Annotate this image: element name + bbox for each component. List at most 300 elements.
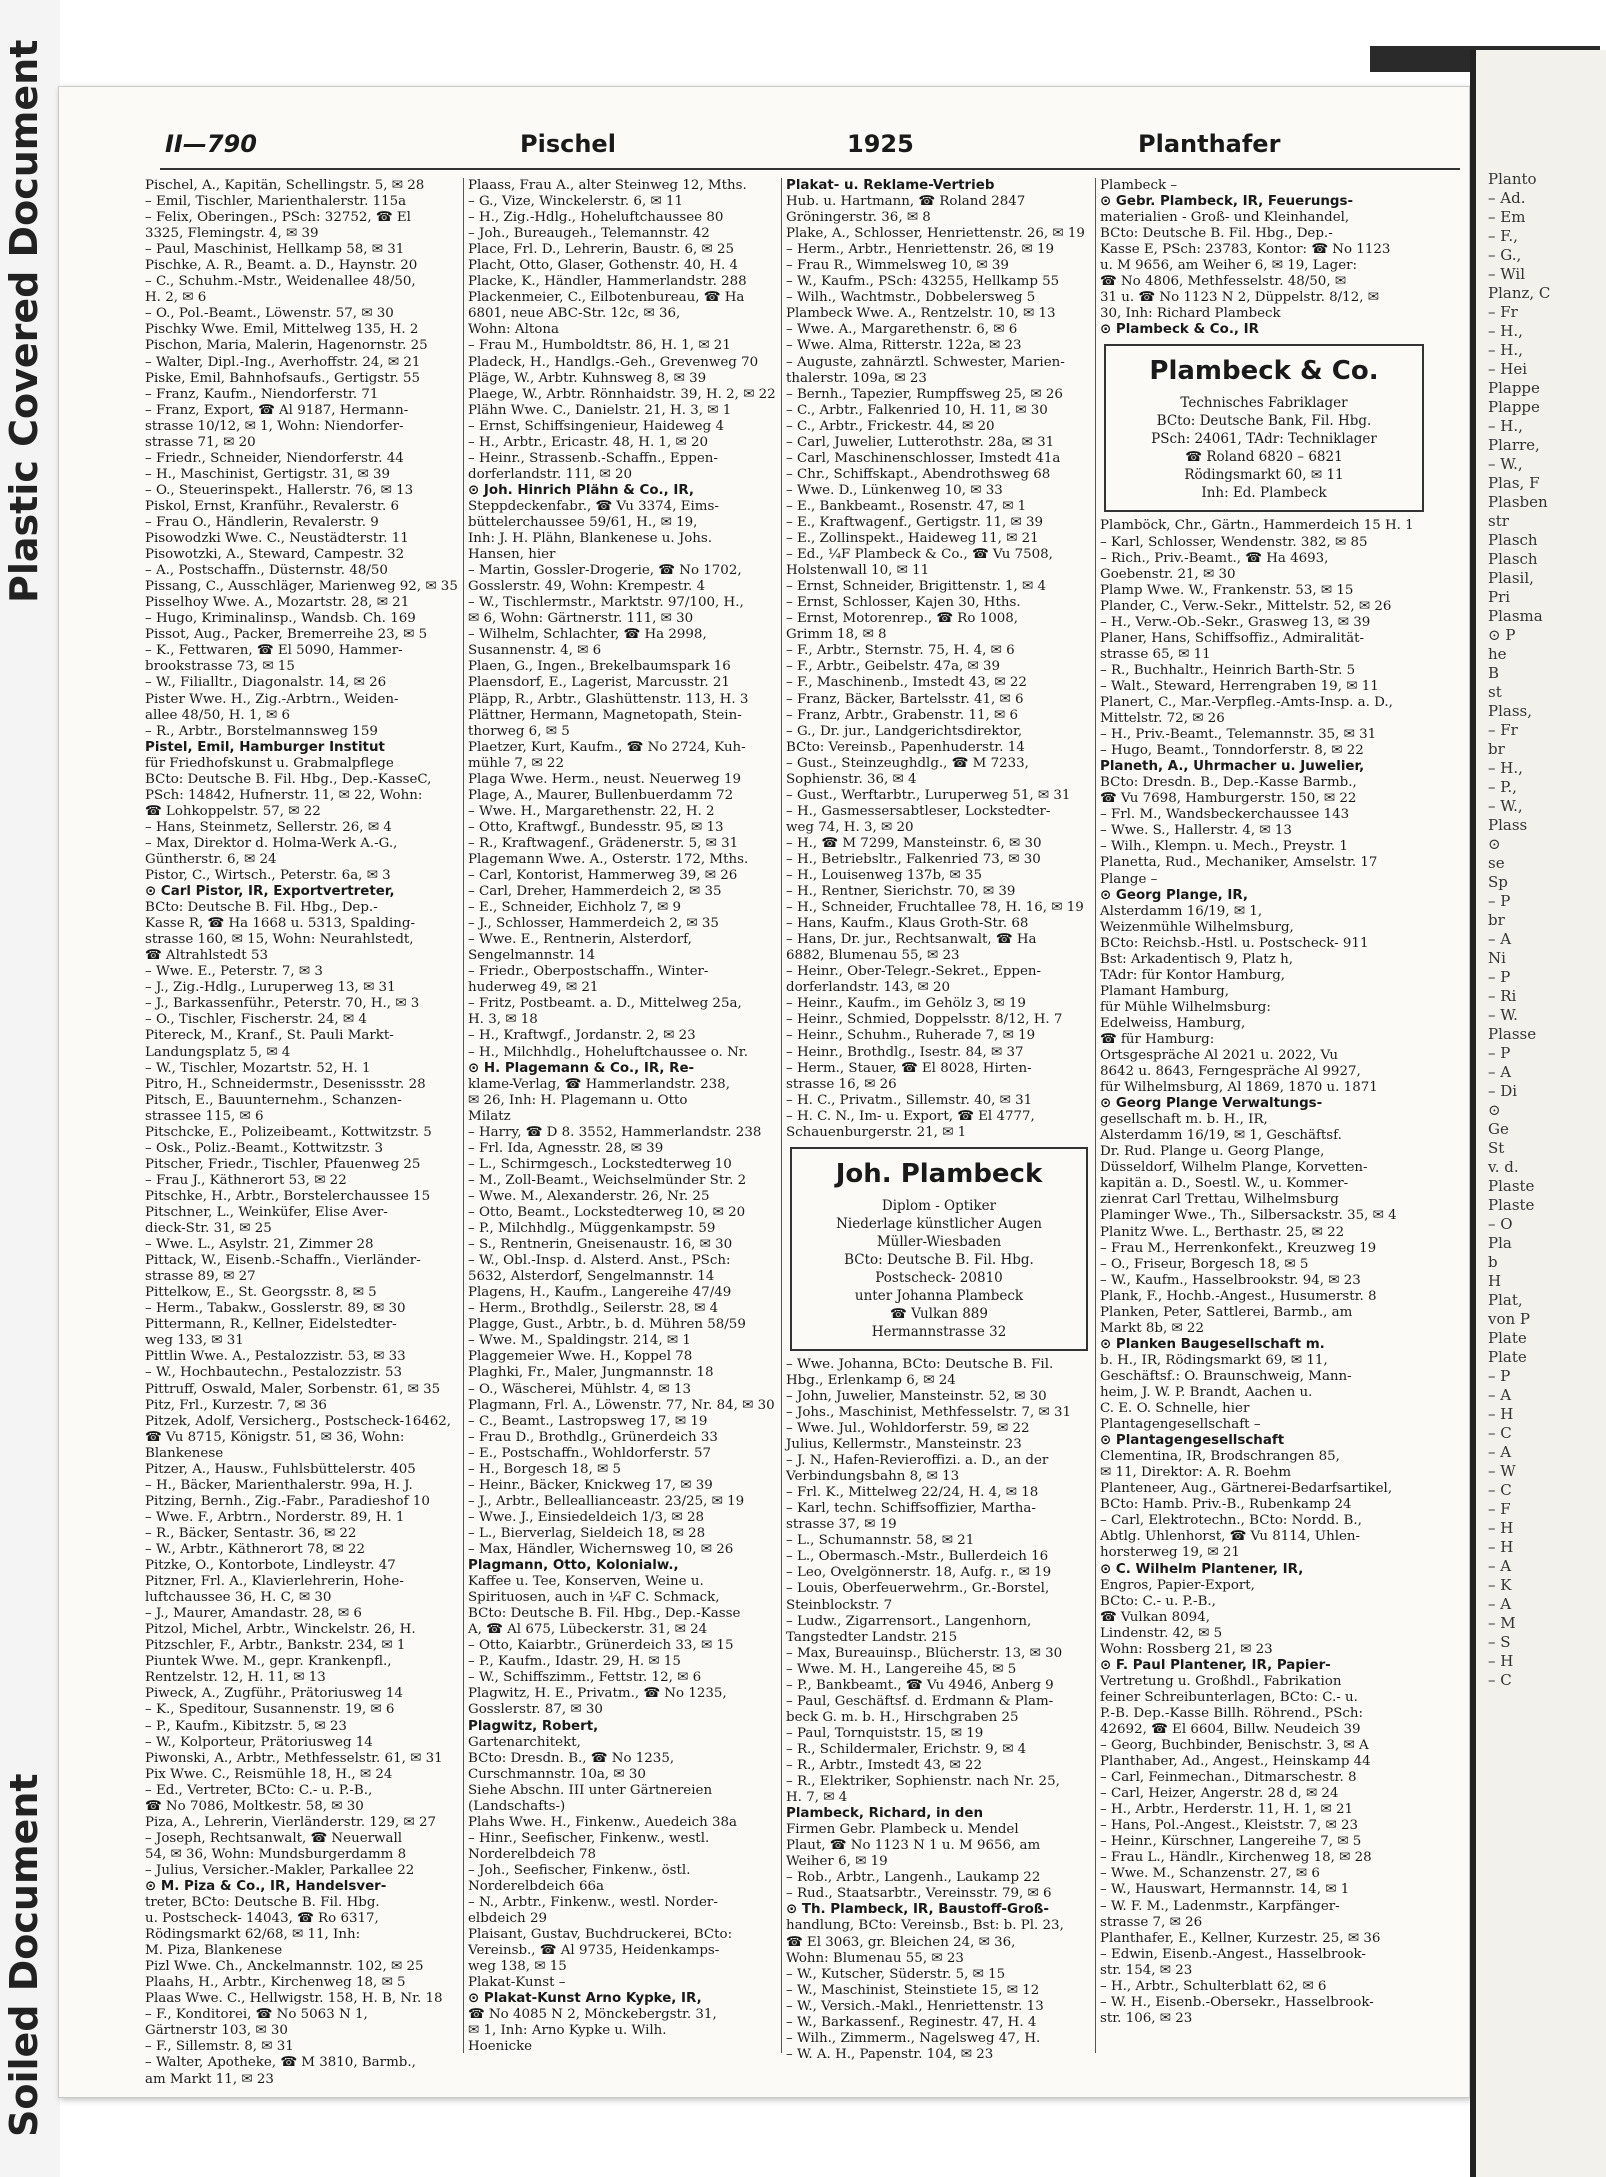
advert-line: Diplom - Optiker bbox=[881, 1197, 997, 1214]
directory-entry: dieck-Str. 31, ✉ 25 bbox=[145, 1221, 272, 1237]
directory-entry: Plander, C., Verw.-Sekr., Mittelstr. 52, ✉ 26 bbox=[1100, 598, 1392, 614]
directory-entry: ⊙ Plakat-Kunst Arno Kypke, IR, bbox=[468, 1991, 702, 2007]
directory-entry: Pischke, A. R., Beamt. a. D., Haynstr. 20 bbox=[145, 258, 418, 274]
directory-entry: büttelerchaussee 59/61, H., ✉ 19, bbox=[468, 514, 698, 530]
directory-entry: – Frau J., Käthnerort 53, ✉ 22 bbox=[145, 1172, 347, 1188]
column-divider-3 bbox=[1095, 178, 1096, 2053]
directory-entry: Abtlg. Uhlenhorst, ☎ Vu 8114, Uhlen- bbox=[1100, 1529, 1361, 1545]
directory-entry: – Joseph, Rechtsanwalt, ☎ Neuerwall bbox=[145, 1830, 403, 1846]
directory-entry: Piuntek Wwe. M., gepr. Krankenpfl., bbox=[145, 1654, 392, 1670]
directory-entry: – Carl, Kontorist, Hammerweg 39, ✉ 26 bbox=[468, 868, 738, 884]
directory-entry: – Walt., Steward, Herrengraben 19, ✉ 11 bbox=[1100, 678, 1379, 694]
directory-entry: – J., Maurer, Amandastr. 28, ✉ 6 bbox=[145, 1606, 362, 1622]
directory-entry: materialien - Groß- und Kleinhandel, bbox=[1100, 210, 1350, 226]
directory-entry: – Herm., Stauer, ☎ El 8028, Hirten- bbox=[786, 1060, 1032, 1076]
directory-entry: – W., Kaufm., Hasselbrookstr. 94, ✉ 23 bbox=[1100, 1272, 1361, 1288]
directory-entry: – Heinr., Kaufm., im Gehölz 3, ✉ 19 bbox=[786, 996, 1026, 1012]
directory-entry: – H. C., Privatm., Sillemstr. 40, ✉ 31 bbox=[786, 1092, 1033, 1108]
directory-entry: – H., Rentner, Sierichstr. 70, ✉ 39 bbox=[786, 884, 1016, 900]
advert-line: Niederlage künstlicher Augen bbox=[836, 1215, 1042, 1232]
directory-entry: – Paul, Tornquiststr. 15, ✉ 19 bbox=[786, 1725, 984, 1741]
joh-plambeck-title: Joh. Plambeck bbox=[835, 1158, 1043, 1189]
directory-entry: TAdr: für Kontor Hamburg, bbox=[1100, 967, 1286, 983]
directory-entry: Planken, Peter, Sattlerei, Barmb., am bbox=[1100, 1304, 1353, 1320]
directory-entry: – Auguste, zahnärztl. Schwester, Marien- bbox=[786, 354, 1065, 370]
directory-entry: C. E. O. Schnelle, hier bbox=[1100, 1401, 1250, 1417]
directory-entry: – W., Kolporteur, Prätoriusweg 14 bbox=[145, 1734, 373, 1750]
directory-entry: Pitzing, Bernh., Zig.-Fabr., Paradieshof 10 bbox=[145, 1493, 430, 1509]
directory-entry: ⊙ Gebr. Plambeck, IR, Feuerungs- bbox=[1100, 194, 1354, 210]
directory-entry: weg 74, H. 3, ✉ 20 bbox=[786, 819, 914, 835]
directory-entry: – L., Schirmgesch., Lockstedterweg 10 bbox=[468, 1156, 732, 1172]
directory-entry: kapitän a. D., Soestl. W., u. Kommer- bbox=[1100, 1176, 1349, 1192]
directory-entry: Markt 8b, ✉ 22 bbox=[1100, 1320, 1204, 1336]
directory-entry: – Chr., Schiffskapt., Abendrothsweg 68 bbox=[786, 466, 1051, 482]
directory-entry: – Rob., Arbtr., Langenh., Laukamp 22 bbox=[786, 1870, 1041, 1886]
directory-entry: Pischel, A., Kapitän, Schellingstr. 5, ✉ 28 bbox=[145, 178, 425, 193]
directory-entry: – Gust., Werftarbtr., Luruperweg 51, ✉ 31 bbox=[786, 787, 1071, 803]
directory-entry: – Wwe. J., Einsiedeldeich 1/3, ✉ 28 bbox=[468, 1509, 704, 1525]
directory-entry: Pitschner, L., Weinküfer, Elise Aver- bbox=[145, 1205, 388, 1220]
directory-entry: – J., Zig.-Hdlg., Luruperweg 13, ✉ 31 bbox=[145, 980, 396, 996]
directory-entry: Firmen Gebr. Plambeck u. Mendel bbox=[786, 1822, 1019, 1838]
directory-entry: – Ludw., Zigarrensort., Langenhorn, bbox=[786, 1613, 1032, 1629]
directory-entry: – Franz, Arbtr., Grabenstr. 11, ✉ 6 bbox=[786, 707, 1018, 723]
directory-entry: 6882, Blumenau 55, ✉ 23 bbox=[786, 948, 960, 964]
directory-entry: Pitschke, H., Arbtr., Borstelerchaussee 15 bbox=[145, 1188, 431, 1204]
directory-entry: BCto: Vereinsb., Papenhuderstr. 14 bbox=[786, 739, 1025, 755]
directory-entry: ⊙ Planken Baugesellschaft m. bbox=[1100, 1336, 1325, 1352]
directory-entry: ☎ No 4806, Methfesselstr. 48/50, ✉ bbox=[1100, 274, 1347, 290]
advert-line: Müller-Wiesbaden bbox=[876, 1233, 1002, 1250]
directory-entry: Pitzek, Adolf, Versicherg., Postscheck-16462, bbox=[145, 1413, 452, 1429]
right-running-head: Planthafer bbox=[1138, 130, 1281, 158]
directory-entry: für Mühle Wilhelmsburg: bbox=[1100, 999, 1271, 1015]
directory-entry: Plamp Wwe. W., Frankenstr. 53, ✉ 15 bbox=[1100, 582, 1354, 598]
directory-entry: – Franz, Bäcker, Bartelsstr. 41, ✉ 6 bbox=[786, 691, 1024, 707]
directory-entry: – Wilh., Zimmerm., Nagelsweg 47, H. bbox=[786, 2030, 1041, 2046]
directory-entry: ☎ No 4085 N 2, Mönckebergstr. 31, bbox=[468, 2007, 717, 2023]
directory-entry: ⊙ Plantagengesellschaft bbox=[1100, 1433, 1285, 1449]
directory-entry: – John, Juwelier, Mansteinstr. 52, ✉ 30 bbox=[786, 1388, 1047, 1404]
year-heading: 1925 bbox=[847, 130, 914, 158]
directory-entry: – Hinr., Seefischer, Finkenw., westl. bbox=[468, 1830, 710, 1846]
directory-entry: – Max, Händler, Wichernsweg 10, ✉ 26 bbox=[468, 1541, 734, 1557]
directory-entry: ✉ 1, Inh: Arno Kypke u. Wilh. bbox=[468, 2023, 667, 2039]
directory-entry: – W., Filialltr., Diagonalstr. 14, ✉ 26 bbox=[145, 675, 387, 691]
directory-entry: BCto: Dresdn. B., ☎ No 1235, bbox=[468, 1750, 675, 1766]
directory-entry: Gosslerstr. 87, ✉ 30 bbox=[468, 1702, 603, 1718]
directory-entry: – H., Arbtr., Ericastr. 48, H. 1, ✉ 20 bbox=[468, 434, 709, 450]
directory-entry: Pittelkow, E., St. Georgsstr. 8, ✉ 5 bbox=[145, 1285, 377, 1301]
directory-entry: Schauenburgerstr. 21, ✉ 1 bbox=[786, 1124, 967, 1140]
directory-entry: – Georg, Buchbinder, Benischstr. 3, ✉ A bbox=[1100, 1738, 1369, 1754]
directory-entry: Pistor, C., Wirtsch., Peterstr. 6a, ✉ 3 bbox=[145, 868, 391, 884]
directory-entry: – P., Bankbeamt., ☎ Vu 4946, Anberg 9 bbox=[786, 1677, 1054, 1693]
directory-entry: 30, Inh: Richard Plambeck bbox=[1100, 306, 1281, 322]
directory-entry: H. 7, ✉ 4 bbox=[786, 1790, 848, 1806]
directory-entry: Pix Wwe. C., Reismühle 18, H., ✉ 24 bbox=[145, 1766, 393, 1782]
directory-entry: – E., Bankbeamt., Rosenstr. 47, ✉ 1 bbox=[786, 498, 1027, 514]
directory-entry: strasse 89, ✉ 27 bbox=[145, 1269, 256, 1285]
directory-entry: – H. C. N., Im- u. Export, ☎ El 4777, bbox=[786, 1108, 1035, 1124]
directory-entry: – W., Tischler, Mozartstr. 52, H. 1 bbox=[145, 1060, 371, 1076]
directory-entry: – W. A. H., Papenstr. 104, ✉ 23 bbox=[786, 2046, 994, 2062]
directory-entry: P.-B. Dep.-Kasse Billh. Röhrend., PSch: bbox=[1100, 1705, 1364, 1721]
directory-entry: Pitereck, M., Kranf., St. Pauli Markt- bbox=[145, 1028, 394, 1044]
directory-entry: – W., Kaufm., PSch: 43255, Hellkamp 55 bbox=[786, 274, 1060, 290]
directory-entry: – J. N., Hafen-Revieroffizi. a. D., an der bbox=[786, 1453, 1049, 1469]
directory-entry: dorferlandstr. 143, ✉ 20 bbox=[786, 980, 951, 996]
directory-entry: Rentzelstr. 12, H. 11, ✉ 13 bbox=[145, 1670, 326, 1686]
directory-entry: – Harry, ☎ D 8. 3552, Hammerlandstr. 238 bbox=[468, 1124, 762, 1140]
directory-entry: – Herm., Tabakw., Gosslerstr. 89, ✉ 30 bbox=[145, 1301, 406, 1317]
spine-text-plastic: Plastic Covered Document bbox=[2, 40, 46, 604]
directory-entry: Plaga Wwe. Herm., neust. Neuerweg 19 bbox=[468, 771, 742, 787]
directory-entry: – Joh., Seefischer, Finkenw., östl. bbox=[468, 1862, 691, 1878]
directory-entry: Tangstedter Landstr. 215 bbox=[786, 1629, 958, 1645]
advert-line: ☎ Vulkan 889 bbox=[890, 1305, 988, 1322]
directory-entry: Plahs Wwe. H., Finkenw., Auedeich 38a bbox=[468, 1814, 738, 1830]
directory-entry: – R., Buchhaltr., Heinrich Barth-Str. 5 bbox=[1100, 662, 1356, 678]
directory-entry: Planer, Hans, Schiffsoffiz., Admiralität- bbox=[1100, 630, 1365, 646]
directory-entry: – Frau D., Brothdlg., Grünerdeich 33 bbox=[468, 1429, 718, 1445]
directory-entry: – H., Borgesch 18, ✉ 5 bbox=[468, 1461, 621, 1477]
advert-line: Inh: Ed. Plambeck bbox=[1201, 485, 1327, 502]
directory-entry: Plambeck Wwe. A., Rentzelstr. 10, ✉ 13 bbox=[786, 306, 1056, 322]
directory-entry: Pitzschler, F., Arbtr., Bankstr. 234, ✉ 1 bbox=[145, 1638, 406, 1654]
directory-entry: – Fritz, Postbeamt. a. D., Mittelweg 25a, bbox=[468, 996, 742, 1012]
directory-entry: – F., Sillemstr. 8, ✉ 31 bbox=[145, 2039, 294, 2055]
directory-entry: b. H., IR, Rödingsmarkt 69, ✉ 11, bbox=[1100, 1352, 1328, 1368]
directory-entry: Pladeck, H., Handlgs.-Geh., Grevenweg 70 bbox=[468, 354, 759, 370]
spine-text-soiled: Soiled Document bbox=[2, 1773, 46, 2137]
directory-entry: – C., Schuhm.-Mstr., Weidenallee 48/50, bbox=[145, 274, 416, 290]
directory-entry: – Karl, techn. Schiffsoffizier, Martha- bbox=[786, 1501, 1036, 1517]
directory-entry: – E., Schneider, Eichholz 7, ✉ 9 bbox=[468, 900, 682, 916]
directory-entry: – Martin, Gossler-Drogerie, ☎ No 1702, bbox=[468, 563, 742, 579]
directory-entry: strasse 65, ✉ 11 bbox=[1100, 646, 1211, 662]
directory-entry: BCto: Hamb. Priv.-B., Rubenkamp 24 bbox=[1100, 1497, 1352, 1513]
directory-entry: – E., Zollinspekt., Haideweg 11, ✉ 21 bbox=[786, 531, 1039, 547]
directory-entry: Plage, A., Maurer, Bullenbuerdamm 72 bbox=[468, 787, 734, 803]
directory-entry: – Frl. M., Wandsbeckerchaussee 143 bbox=[1100, 807, 1350, 823]
directory-entry: für Friedhofskunst u. Grabmalpflege bbox=[145, 755, 394, 771]
directory-entry: – Wwe. Johanna, BCto: Deutsche B. Fil. bbox=[786, 1356, 1054, 1372]
directory-entry: – Wwe. E., Peterstr. 7, ✉ 3 bbox=[145, 964, 323, 980]
directory-entry: – N., Arbtr., Finkenw., westl. Norder- bbox=[468, 1895, 718, 1911]
header-rule bbox=[160, 168, 1460, 170]
directory-entry: – Wwe. F., Arbtrn., Norderstr. 89, H. 1 bbox=[145, 1509, 405, 1525]
directory-entry: Planert, C., Mar.-Verpfleg.-Amts-Insp. a. D., bbox=[1100, 694, 1393, 710]
directory-entry: – Heinr., Schmied, Doppelsstr. 8/12, H. 7 bbox=[786, 1012, 1063, 1028]
directory-entry: für Wilhelmsburg, Al 1869, 1870 u. 1871 bbox=[1100, 1080, 1378, 1096]
directory-entry: ☎ Vulkan 8094, bbox=[1100, 1609, 1210, 1625]
directory-entry: beck G. m. b. H., Hirschgraben 25 bbox=[786, 1709, 1019, 1725]
directory-entry: – Heinr., Strassenb.-Schaffn., Eppen- bbox=[468, 450, 718, 466]
directory-entry: Plakat- u. Reklame-Vertrieb bbox=[786, 178, 995, 193]
directory-entry: Steppdeckenfabr., ☎ Vu 3374, Eims- bbox=[468, 498, 719, 514]
directory-entry: Hbg., Erlenkamp 6, ✉ 24 bbox=[786, 1372, 956, 1388]
directory-entry: – C., Beamt., Lastropsweg 17, ✉ 19 bbox=[468, 1413, 708, 1429]
directory-entry: – Osk., Poliz.-Beamt., Kottwitzstr. 3 bbox=[145, 1140, 384, 1156]
directory-entry: Placht, Otto, Glaser, Gothenstr. 40, H. 4 bbox=[468, 258, 739, 274]
directory-entry: – Julius, Versicher.-Makler, Parkallee 22 bbox=[145, 1862, 415, 1878]
directory-entry: u. Postscheck- 14043, ☎ Ro 6317, bbox=[145, 1911, 379, 1927]
directory-entry: Planthaber, Ad., Angest., Heinskamp 44 bbox=[1100, 1754, 1371, 1770]
directory-entry: Plamant Hamburg, bbox=[1100, 983, 1230, 999]
directory-entry: – W., Hauswart, Hermannstr. 14, ✉ 1 bbox=[1100, 1882, 1350, 1898]
directory-entry: – Bernh., Tapezier, Rumpffsweg 25, ✉ 26 bbox=[786, 386, 1063, 402]
directory-entry: zienrat Carl Trettau, Wilhelmsburg bbox=[1100, 1192, 1339, 1208]
directory-entry: Plaahs, H., Arbtr., Kirchenweg 18, ✉ 5 bbox=[145, 1975, 406, 1991]
directory-entry: – Otto, Kraftwgf., Bundesstr. 95, ✉ 13 bbox=[468, 819, 724, 835]
directory-entry: – Hans, Dr. jur., Rechtsanwalt, ☎ Ha bbox=[786, 932, 1037, 948]
directory-entry: – Wwe. M., Spaldingstr. 214, ✉ 1 bbox=[468, 1333, 691, 1349]
directory-entry: ☎ Lohkoppelstr. 57, ✉ 22 bbox=[145, 803, 321, 819]
directory-entry: – R., Arbtr., Imstedt 43, ✉ 22 bbox=[786, 1757, 982, 1773]
directory-entry: – Otto, Kaiarbtr., Grünerdeich 33, ✉ 15 bbox=[468, 1638, 734, 1654]
plambeck-co-title: Plambeck & Co. bbox=[1149, 356, 1379, 387]
column-3 bbox=[786, 178, 1092, 2062]
directory-entry: – Herm., Brothdlg., Seilerstr. 28, ✉ 4 bbox=[468, 1301, 719, 1317]
directory-entry: – H., Milchhdlg., Hoheluftchaussee o. Nr. bbox=[468, 1044, 748, 1060]
directory-entry: A, ☎ Al 675, Lübeckerstr. 31, ✉ 24 bbox=[468, 1622, 708, 1638]
directory-entry: – R., Elektriker, Sophienstr. nach Nr. 25, bbox=[786, 1774, 1060, 1790]
directory-entry: – Hugo, Kriminalinsp., Wandsb. Ch. 169 bbox=[145, 611, 416, 627]
directory-entry: Plackenmeier, C., Eilbotenbureau, ☎ Ha bbox=[468, 290, 745, 306]
directory-entry: weg 138, ✉ 15 bbox=[468, 1959, 567, 1975]
advert-line: Rödingsmarkt 60, ✉ 11 bbox=[1184, 467, 1344, 484]
directory-entry: – Wwe. E., Rentnerin, Alsterdorf, bbox=[468, 932, 692, 948]
directory-entry: – Emil, Tischler, Marienthalerstr. 115a bbox=[145, 194, 407, 210]
directory-entry: Pläge, W., Arbtr. Kuhnsweg 8, ✉ 39 bbox=[468, 370, 707, 386]
directory-entry: Plagemann Wwe. A., Osterstr. 172, Mths. bbox=[468, 851, 749, 867]
directory-entry: Hoenicke bbox=[468, 2039, 533, 2055]
directory-entry: Pitzner, Frl. A., Klavierlehrerin, Hohe- bbox=[145, 1574, 404, 1590]
directory-entry: heim, J. W. P. Brandt, Aachen u. bbox=[1100, 1385, 1313, 1400]
directory-entry: Rödingsmarkt 62/68, ✉ 11, Inh: bbox=[145, 1927, 361, 1943]
directory-entry: strasse 160, ✉ 15, Wohn: Neurahlstedt, bbox=[145, 932, 414, 948]
directory-entry: Planthafer, E., Kellner, Kurzestr. 25, ✉ 36 bbox=[1100, 1930, 1381, 1946]
directory-entry: – Joh., Bureaugeh., Telemannstr. 42 bbox=[468, 226, 710, 242]
directory-entry: Steinblockstr. 7 bbox=[786, 1597, 893, 1613]
directory-entry: – Frau M., Humboldtstr. 86, H. 1, ✉ 21 bbox=[468, 338, 731, 354]
directory-entry: Gosslerstr. 49, Wohn: Krempestr. 4 bbox=[468, 579, 706, 595]
directory-entry: – Carl, Maschinenschlosser, Imstedt 41a bbox=[786, 450, 1061, 466]
plambeck-co-advert bbox=[1104, 344, 1424, 512]
directory-entry: – P., Milchhdlg., Müggenkampstr. 59 bbox=[468, 1221, 716, 1237]
directory-entry: Norderelbdeich 78 bbox=[468, 1846, 597, 1862]
directory-entry: Bst: Arkadentisch 9, Platz h, bbox=[1100, 951, 1293, 967]
directory-entry: Plake, A., Schlosser, Henriettenstr. 26, ✉ 19 bbox=[786, 226, 1085, 242]
directory-entry: – Hans, Pol.-Angest., Kleiststr. 7, ✉ 23 bbox=[1100, 1818, 1359, 1834]
directory-entry: – Felix, Oberingen., PSch: 32752, ☎ El bbox=[145, 210, 411, 226]
directory-entry: – M., Zoll-Beamt., Weichselmünder Str. 2 bbox=[468, 1172, 747, 1188]
directory-entry: Pitz, Frl., Kurzestr. 7, ✉ 36 bbox=[145, 1397, 327, 1413]
directory-entry: ☎ El 3063, gr. Bleichen 24, ✉ 36, bbox=[786, 1934, 1016, 1950]
directory-entry: BCto: Deutsche B. Fil. Hbg., Dep.- bbox=[145, 900, 378, 916]
directory-entry: strasse 71, ✉ 20 bbox=[145, 434, 256, 450]
directory-entry: Plaminger Wwe., Th., Silbersackstr. 35, ✉ 4 bbox=[1100, 1208, 1397, 1224]
directory-entry: 54, ✉ 36, Wohn: Mundsburgerdamm 8 bbox=[145, 1846, 407, 1862]
directory-entry: – F., Maschinenb., Imstedt 43, ✉ 22 bbox=[786, 675, 1027, 691]
directory-entry: Plakat-Kunst – bbox=[468, 1975, 566, 1991]
directory-entry: – Friedr., Schneider, Niendorferstr. 44 bbox=[145, 450, 404, 466]
directory-entry: Siehe Abschn. III unter Gärtnereien bbox=[468, 1782, 713, 1798]
directory-entry: ✉ 6, Wohn: Gärtnerstr. 111, ✉ 30 bbox=[468, 611, 694, 627]
directory-entry: – Heinr., Ober-Telegr.-Sekret., Eppen- bbox=[786, 964, 1042, 980]
directory-entry: – P., Kaufm., Idastr. 29, H. ✉ 15 bbox=[468, 1654, 681, 1670]
directory-entry: H. 2, ✉ 6 bbox=[145, 290, 207, 306]
directory-entry: – W., Maschinist, Steinstiete 15, ✉ 12 bbox=[786, 1982, 1040, 1998]
directory-entry: Place, Frl. D., Lehrerin, Baustr. 6, ✉ 25 bbox=[468, 242, 735, 258]
directory-entry: – Wwe. M., Alexanderstr. 26, Nr. 25 bbox=[468, 1188, 710, 1204]
directory-entry: – Herm., Arbtr., Henriettenstr. 26, ✉ 19 bbox=[786, 242, 1055, 258]
directory-entry: Grimm 18, ✉ 8 bbox=[786, 627, 887, 643]
directory-entry: ⊙ Joh. Hinrich Plähn & Co., IR, bbox=[468, 482, 694, 498]
directory-entry: Pissot, Aug., Packer, Bremerreihe 23, ✉ 5 bbox=[145, 627, 428, 643]
directory-entry: ⊙ H. Plagemann & Co., IR, Re- bbox=[468, 1060, 695, 1076]
directory-entry: – Carl, Heizer, Angerstr. 28 d, ✉ 24 bbox=[1100, 1786, 1339, 1802]
book-spine bbox=[0, 0, 60, 2177]
directory-entry: Plaetzer, Kurt, Kaufm., ☎ No 2724, Kuh- bbox=[468, 739, 746, 755]
directory-entry: Norderelbdeich 66a bbox=[468, 1878, 605, 1894]
directory-entry: Wohn: Altona bbox=[468, 322, 559, 338]
plambeck-co-lines bbox=[1112, 394, 1416, 502]
directory-entry: – F., Arbtr., Sternstr. 75, H. 4, ✉ 6 bbox=[786, 643, 1015, 659]
directory-entry: Ortsgespräche Al 2021 u. 2022, Vu bbox=[1100, 1048, 1338, 1064]
directory-entry: mühle 7, ✉ 22 bbox=[468, 755, 564, 771]
directory-entry: Pischky Wwe. Emil, Mittelweg 135, H. 2 bbox=[145, 322, 419, 338]
directory-entry: – Hans, Kaufm., Klaus Groth-Str. 68 bbox=[786, 916, 1029, 932]
directory-entry: – F., Arbtr., Geibelstr. 47a, ✉ 39 bbox=[786, 659, 1001, 675]
directory-entry: – R., Arbtr., Borstelmannsweg 159 bbox=[145, 723, 378, 739]
directory-entry: Hub. u. Hartmann, ☎ Roland 2847 bbox=[786, 194, 1026, 210]
directory-entry: – Wwe. Jul., Wohldorferstr. 59, ✉ 22 bbox=[786, 1421, 1030, 1436]
directory-entry: dorferlandstr. 111, ✉ 20 bbox=[468, 466, 633, 482]
directory-entry: H. 3, ✉ 18 bbox=[468, 1012, 538, 1028]
directory-entry: – W., Tischlermstr., Marktstr. 97/100, H., bbox=[468, 595, 744, 611]
directory-entry: Plaisant, Gustav, Buchdruckerei, BCto: bbox=[468, 1927, 733, 1943]
directory-entry: – Max, Direktor d. Holma-Werk A.-G., bbox=[145, 835, 398, 851]
directory-entry: – W. H., Eisenb.-Obersekr., Hasselbrook- bbox=[1100, 1994, 1374, 2010]
directory-entry: Kasse R, ☎ Ha 1668 u. 5313, Spalding- bbox=[145, 916, 416, 932]
directory-entry: 5632, Alsterdorf, Sengelmannstr. 14 bbox=[468, 1269, 715, 1285]
joh-plambeck-advert bbox=[790, 1147, 1088, 1351]
directory-entry: – Ernst, Schlosser, Kajen 30, Hths. bbox=[786, 595, 1021, 611]
directory-entry: Planteneer, Aug., Gärtnerei-Bedarfsartikel, bbox=[1100, 1481, 1393, 1497]
directory-entry: Plaen, G., Ingen., Brekelbaumspark 16 bbox=[468, 659, 731, 675]
directory-entry: – Franz, Export, ☎ Al 9187, Hermann- bbox=[145, 402, 409, 418]
directory-entry: 42692, ☎ El 6604, Billw. Neudeich 39 bbox=[1100, 1721, 1361, 1737]
directory-entry: handlung, BCto: Vereinsb., Bst: b. Pl. 23, bbox=[786, 1918, 1064, 1934]
directory-entry: – W. F. M., Ladenmstr., Karpfänger- bbox=[1100, 1898, 1340, 1914]
directory-entry: – Ernst, Schiffsingenieur, Haideweg 4 bbox=[468, 418, 724, 434]
directory-entry: Plagmann, Frl. A., Löwenstr. 77, Nr. 84, ✉ 30 bbox=[468, 1397, 775, 1413]
directory-entry: – C., Arbtr., Falkenried 10, H. 11, ✉ 30 bbox=[786, 402, 1048, 418]
directory-entry: – Wwe. Alma, Ritterstr. 122a, ✉ 23 bbox=[786, 338, 1022, 354]
column-4 bbox=[1100, 178, 1428, 2058]
advert-line: PSch: 24061, TAdr: Techniklager bbox=[1151, 431, 1377, 448]
directory-entry: Pizl Wwe. Ch., Anckelmannstr. 102, ✉ 25 bbox=[145, 1959, 424, 1975]
directory-entry: ☎ Vu 7698, Hamburgerstr. 150, ✉ 22 bbox=[1100, 791, 1357, 807]
directory-entry: Kasse E, PSch: 23783, Kontor: ☎ No 1123 bbox=[1100, 242, 1391, 258]
directory-entry: – O., Pol.-Beamt., Löwenstr. 57, ✉ 30 bbox=[145, 306, 394, 322]
directory-entry: – Carl, Juwelier, Lutterothstr. 28a, ✉ 31 bbox=[786, 434, 1055, 450]
column-3-lower bbox=[786, 1357, 1092, 2063]
directory-entry: Blankenese bbox=[145, 1445, 224, 1461]
directory-entry: – Carl, Elektrotechn., BCto: Nordd. B., bbox=[1100, 1513, 1362, 1529]
directory-entry: – H., Verw.-Ob.-Sekr., Grasweg 13, ✉ 39 bbox=[1100, 614, 1371, 630]
directory-entry: Plättner, Hermann, Magnetopath, Stein- bbox=[468, 707, 742, 723]
directory-entry: – Franz, Kaufm., Niendorferstr. 71 bbox=[145, 386, 379, 402]
directory-entry: Planeth, A., Uhrmacher u. Juwelier, bbox=[1100, 759, 1365, 775]
directory-entry: Plaege, W., Arbtr. Rönnhaidstr. 39, H. 2, ✉ 22 bbox=[468, 386, 776, 402]
directory-entry: Gartenarchitekt, bbox=[468, 1734, 581, 1750]
directory-entry: 3325, Flemingstr. 4, ✉ 39 bbox=[145, 226, 319, 242]
directory-entry: Plaas Wwe. C., Hellwigstr. 158, H. B, Nr. 18 bbox=[145, 1991, 443, 2007]
directory-entry: str. 106, ✉ 23 bbox=[1100, 2010, 1193, 2026]
directory-entry: Planitz Wwe. L., Berthastr. 25, ✉ 22 bbox=[1100, 1224, 1345, 1240]
directory-entry: Spirituosen, auch in ¼F C. Schmack, bbox=[468, 1590, 720, 1606]
directory-entry: luftchaussee 36, H. C, ✉ 30 bbox=[145, 1590, 332, 1606]
directory-entry: – Walter, Dipl.-Ing., Averhoffstr. 24, ✉ 21 bbox=[145, 354, 421, 370]
directory-entry: BCto: Deutsche B. Fil. Hbg., Dep.-KasseC, bbox=[145, 771, 432, 787]
directory-entry: Plaensdorf, E., Lagerist, Marcusstr. 21 bbox=[468, 675, 730, 691]
directory-entry: Curschmannstr. 10a, ✉ 30 bbox=[468, 1766, 646, 1782]
left-running-head: Pischel bbox=[520, 130, 616, 158]
directory-entry: (Landschafts-) bbox=[468, 1798, 566, 1814]
directory-entry: Plaggemeier Wwe. H., Koppel 78 bbox=[468, 1349, 693, 1365]
directory-entry: Pläpp, R., Arbtr., Glashüttenstr. 113, H. 3 bbox=[468, 691, 749, 707]
directory-entry: ☎ Vu 8715, Königstr. 51, ✉ 36, Wohn: bbox=[145, 1429, 405, 1445]
directory-entry: Piza, A., Lehrerin, Vierländerstr. 129, ✉ 27 bbox=[145, 1814, 436, 1830]
directory-entry: – W., Obl.-Insp. d. Alsterd. Anst., PSch: bbox=[468, 1253, 731, 1269]
directory-entry: – H., Zig.-Hdlg., Hoheluftchaussee 80 bbox=[468, 210, 724, 226]
directory-entry: Verbindungsbahn 8, ✉ 13 bbox=[786, 1469, 960, 1485]
directory-entry: strassee 115, ✉ 6 bbox=[145, 1108, 264, 1124]
column-3-upper bbox=[786, 178, 1092, 1141]
directory-entry: – Otto, Beamt., Lockstedterweg 10, ✉ 20 bbox=[468, 1205, 746, 1220]
spine-caption bbox=[2, 0, 58, 2177]
directory-entry: – Frau L., Händlr., Kirchenweg 18, ✉ 28 bbox=[1100, 1850, 1372, 1866]
directory-entry: – W., Versich.-Makl., Henriettenstr. 13 bbox=[786, 1998, 1044, 2014]
directory-entry: BCto: Deutsche B. Fil. Hbg., Dep.-Kasse bbox=[468, 1606, 741, 1622]
directory-entry: Piske, Emil, Bahnhofsaufs., Gertigstr. 55 bbox=[145, 370, 421, 386]
directory-entry: Pittermann, R., Kellner, Eidelstedter- bbox=[145, 1317, 397, 1333]
directory-entry: – O., Steuerinspekt., Hallerstr. 76, ✉ 13 bbox=[145, 482, 414, 498]
directory-entry: – J., Schlosser, Hammerdeich 2, ✉ 35 bbox=[468, 916, 719, 932]
directory-entry: Plagwitz, H. E., Privatm., ☎ No 1235, bbox=[468, 1686, 727, 1702]
directory-entry: – K., Fettwaren, ☎ El 5090, Hammer- bbox=[145, 643, 403, 659]
directory-entry: – H., Betriebsltr., Falkenried 73, ✉ 30 bbox=[786, 851, 1041, 867]
directory-entry: Piwonski, A., Arbtr., Methfesselstr. 61, ✉ 31 bbox=[145, 1750, 443, 1766]
directory-entry: – L., Schumannstr. 58, ✉ 21 bbox=[786, 1533, 975, 1549]
directory-entry: huderweg 49, ✉ 21 bbox=[468, 980, 599, 996]
directory-entry: BCto: Reichsb.-Hstl. u. Postscheck- 911 bbox=[1100, 935, 1369, 951]
directory-entry: – H., Priv.-Beamt., Telemannstr. 35, ✉ 31 bbox=[1100, 727, 1377, 743]
directory-entry: – G., Dr. jur., Landgerichtsdirektor, bbox=[786, 723, 1023, 739]
directory-entry: – H., Arbtr., Schulterblatt 62, ✉ 6 bbox=[1100, 1978, 1327, 1994]
directory-entry: Plank, F., Hochb.-Angest., Husumerstr. 8 bbox=[1100, 1288, 1377, 1304]
directory-entry: Plaut, ☎ No 1123 N 1 u. M 9656, am bbox=[786, 1838, 1041, 1854]
directory-entry: – W., Barkassenf., Reginestr. 47, H. 4 bbox=[786, 2014, 1037, 2030]
directory-entry: Pittruff, Oswald, Maler, Sorbenstr. 61, ✉ 35 bbox=[145, 1381, 441, 1397]
directory-entry: horsterweg 19, ✉ 21 bbox=[1100, 1545, 1240, 1561]
directory-entry: – F., Konditorei, ☎ No 5063 N 1, bbox=[145, 2007, 368, 2023]
directory-entry: – Wwe. H., Margarethenstr. 22, H. 2 bbox=[468, 803, 715, 819]
